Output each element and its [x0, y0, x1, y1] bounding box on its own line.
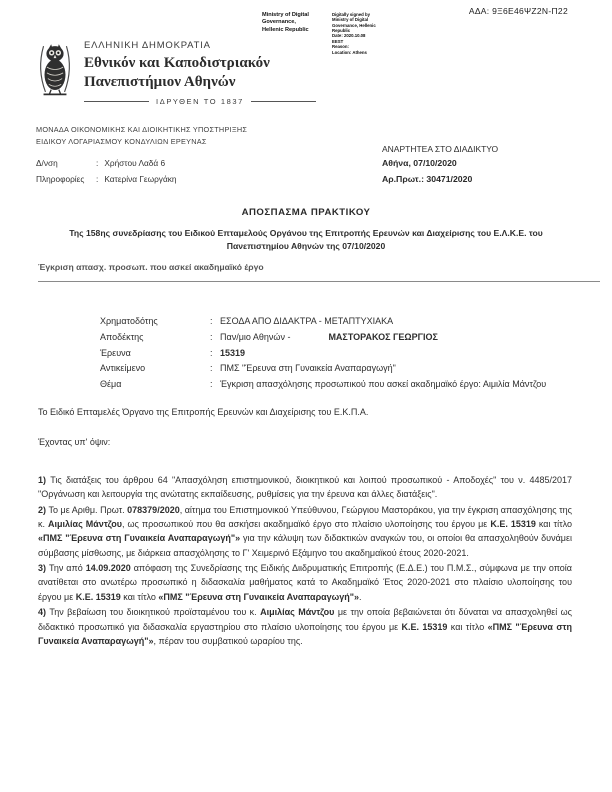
info-label: Πληροφορίες: [36, 173, 85, 184]
signature-details: [332, 12, 402, 55]
item-1: 1) Τις διατάξεις του άρθρου 64 "Απασχόληση επιστημονικού, διοικητικού και λοιπού προσωπικού - Αποδοχές" του ν. 4485/2017 "Οργάνωση και λειτουργία της ανώτατης εκπαίδευσης, ρυθμίσεις για την έρευνα και άλλες διατάξεις".: [38, 474, 572, 500]
founded-label: ΙΔΡΥΘΕΝ ΤΟ 1837: [156, 96, 244, 106]
date-protocol-block: [382, 158, 472, 184]
signature-detail-line: Location: Athens: [332, 49, 367, 55]
colon-separator: :: [210, 347, 213, 358]
detail-label: Έρευνα: [100, 347, 131, 358]
detail-row-research: [100, 346, 572, 362]
having-regard-line: Έχοντας υπ' όψιν:: [38, 436, 111, 447]
detail-row-topic: [100, 377, 572, 393]
university-owl-emblem: [34, 40, 76, 100]
university-name-line1: Εθνικόν και Καποδιστριακόν: [84, 55, 270, 71]
session-subtitle: Της 158ης συνεδρίασης του Ειδικού Επταμελούς Οργάνου της Επιτροπής Ερευνών και Διαχείρισης του Ε.Λ.Κ.Ε. του Πανεπιστημίου Αθηνών της 07/10/2020: [69, 228, 543, 252]
unit-line1: ΜΟΝΑΔΑ ΟΙΚΟΝΟΜΙΚΗΣ ΚΑΙ ΔΙΟΙΚΗΤΙΚΗΣ ΥΠΟΣΤΗΡΙΞΗΣ: [36, 125, 248, 134]
info-value: Κατερίνα Γεωργάκη: [104, 173, 177, 184]
detail-value: 15319: [220, 347, 246, 358]
item-3: 3) Την από 14.09.2020 απόφαση της Συνεδρίασης της Ειδικής Διιδρυματικής Επιτροπής (Ε.Δ.Ε.) του Π.Μ.Σ., σύμφωνα με την οποία ανατίθεται στο ανωτέρω προσωπικό η διδασκαλία μαθήματος κατά το Ακαδημαϊκό Έτος 2020-2021 στο πλαίσιο υλοποίησης του έργου με Κ.Ε. 15319 και τίτλο «ΠΜΣ "Έρευνα στη Γυναικεία Αναπαραγωγή"».: [38, 563, 573, 602]
signature-detail-line: Governance, Hellenic: [332, 22, 376, 28]
signature-detail-line: Reason:: [332, 44, 349, 50]
detail-row-funder: [100, 314, 572, 330]
founded-banner: [84, 97, 316, 106]
address-value: Χρήστου Λαδά 6: [104, 158, 166, 168]
address-label: Δ/νση: [36, 158, 58, 168]
numbered-items: [38, 473, 572, 649]
colon-separator: :: [210, 379, 213, 389]
signature-authority: [262, 12, 324, 34]
detail-label: Χρηματοδότης: [100, 316, 158, 326]
founded-rule-right: [251, 101, 316, 102]
hellenic-republic-label: ΕΛΛΗΝΙΚΗ ΔΗΜΟΚΡΑΤΙΑ: [84, 40, 211, 51]
detail-value-secondary: ΜΑΣΤΟΡΑΚΟΣ ΓΕΩΡΓΙΟΣ: [328, 331, 438, 342]
address-row: [36, 156, 177, 172]
signature-detail-line: Date: 2020.10.08: [332, 33, 366, 39]
authority-line: Governance,: [262, 19, 296, 26]
department-unit: [36, 124, 247, 149]
document-title: ΑΠΟΣΠΑΣΜΑ ΠΡΑΚΤΙΚΟΥ: [241, 207, 371, 218]
detail-row-object: [100, 361, 572, 377]
signature-detail-line: Digitally signed by: [332, 12, 370, 17]
detail-label: Αποδέκτης: [100, 331, 144, 342]
signature-detail-line: Republic: [332, 28, 351, 34]
colon-separator: :: [210, 331, 213, 342]
item-4: 4) Την βεβαίωση του διοικητικού προϊσταμένου του κ. Αιμιλίας Μάντζου με την οποία βεβαιώνεται ότι δύναται να απασχοληθεί ως διδακτικό προσωπικό για διδασκαλία εργαστηρίου στο πλαίσιο υλοποίησης του έργου με Κ.Ε. 15319 και τίτλο «ΠΜΣ "Έρευνα στη Γυναικεία Αναπαραγωγή"», πέραν του συμβατικού ωραρίου της.: [38, 607, 573, 647]
founded-rule-left: [84, 101, 149, 102]
document-body: [38, 314, 572, 649]
subject-heading: Έγκριση απασχ. προσωπ. που ασκεί ακαδημαϊκό έργο: [38, 262, 600, 282]
colon-separator: :: [210, 316, 213, 326]
authority-line: Ministry of Digital: [262, 12, 309, 18]
detail-value: Παν/μιο Αθηνών -: [220, 331, 291, 342]
internet-posting-notice: ΑΝΑΡΤΗΤΕΑ ΣΤΟ ΔΙΑΔΙΚΤΥΟ: [382, 144, 499, 154]
detail-row-recipient: [100, 330, 572, 346]
signature-detail-line: EEST: [332, 38, 344, 44]
letterhead: [84, 40, 316, 106]
intro-paragraph: Το Ειδικό Επταμελές Όργανο της Επιτροπής Ερευνών και Διαχείρισης του Ε.Κ.Π.Α.: [38, 406, 369, 417]
university-name-line2: Πανεπιστήμιον Αθηνών: [84, 73, 236, 90]
detail-value: ΕΣΟΔΑ ΑΠΟ ΔΙΔΑΚΤΡΑ - ΜΕΤΑΠΤΥΧΙΑΚΑ: [220, 316, 394, 326]
ada-code: ΑΔΑ: 9Ξ6Ε46ΨΖ2Ν-Π22: [468, 6, 568, 16]
protocol-number: Αρ.Πρωτ.: 30471/2020: [382, 174, 473, 184]
detail-value: ΠΜΣ "Έρευνα στη Γυναικεία Αναπαραγωγή": [220, 363, 396, 374]
detail-label: Αντικείμενο: [100, 363, 146, 374]
unit-line2: ΕΙΔΙΚΟΥ ΛΟΓΑΡΙΑΣΜΟΥ ΚΟΝΔΥΛΙΩΝ ΕΡΕΥΝΑΣ: [36, 137, 207, 147]
item-2: 2) Το με Αριθμ. Πρωτ. 078379/2020, αίτημα του Επιστημονικού Υπεύθυνου, Γεώργιου Μαστοράκου, για την έγκριση απασχόλησης της κ. Αιμιλίας Μάντζου, ως προσωπικού που θα ασκήσει ακαδημαϊκό έργο στο πλαίσιο υλοποίησης του έργου με Κ.Ε. 15319 και τίτλο «ΠΜΣ "Έρευνα στη Γυναικεία Αναπαραγωγή"» για την κάλυψη των διδακτικών αναγκών του, οι οποίοι θα απασχοληθούν δυνάμει σύμβασης μίσθωσης, με διάρκεια απασχόλησης το Γ' Χειμερινό Εξάμηνο του ακαδημαϊκού έτους 2020-2021.: [38, 504, 573, 558]
colon-separator: :: [210, 363, 213, 374]
colon-separator: :: [96, 173, 99, 184]
contact-block: [36, 156, 177, 188]
signature-detail-line: Ministry of Digital: [332, 17, 369, 23]
city-date: Αθήνα, 07/10/2020: [382, 158, 457, 168]
colon-separator: :: [96, 158, 99, 168]
detail-value: Έγκριση απασχόλησης προσωπικού που ασκεί ακαδημαϊκό έργο: Αιμιλία Μάντζου: [220, 379, 547, 389]
owl-emblem-icon: [34, 40, 76, 100]
authority-line: Hellenic Republic: [262, 26, 309, 33]
info-row: [36, 172, 177, 188]
detail-label: Θέμα: [100, 379, 122, 389]
